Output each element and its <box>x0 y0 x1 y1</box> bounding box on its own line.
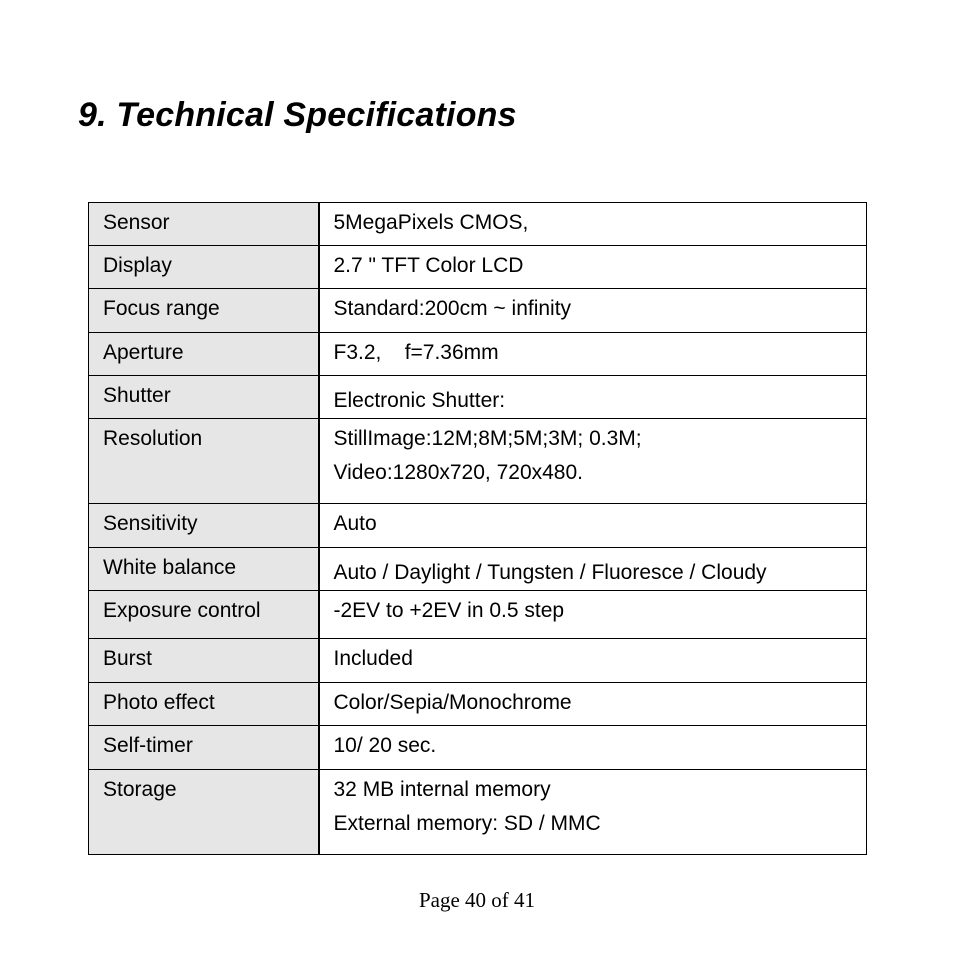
spec-value: Standard:200cm ~ infinity <box>333 297 572 320</box>
spec-value: StillImage:12M;8M;5M;3M; 0.3M; <box>333 427 642 450</box>
page-number: Page 40 of 41 <box>418 888 536 912</box>
table-row <box>89 203 867 246</box>
spec-value-cell <box>319 591 867 639</box>
spec-label-cell <box>89 591 319 639</box>
spec-value: Electronic Shutter: <box>333 389 506 412</box>
table-row <box>89 548 867 591</box>
table-row <box>89 683 867 726</box>
spec-label-cell <box>89 770 319 855</box>
table-row <box>89 419 867 504</box>
spec-label: Shutter <box>103 384 171 407</box>
spec-value-cell <box>319 683 867 726</box>
spec-label-cell <box>89 419 319 504</box>
spec-value: 2.7 " TFT Color LCD <box>333 254 524 277</box>
spec-label: Sensitivity <box>103 512 198 535</box>
table-row <box>89 591 867 639</box>
spec-label-cell <box>89 203 319 246</box>
spec-value: External memory: SD / MMC <box>333 812 601 835</box>
spec-value-cell <box>319 289 867 333</box>
spec-label: Aperture <box>103 341 184 364</box>
spec-label-cell <box>89 376 319 419</box>
spec-label: Sensor <box>103 211 170 234</box>
table-row <box>89 726 867 770</box>
spec-value: F3.2, f=7.36mm <box>333 341 499 364</box>
table-row <box>89 376 867 419</box>
spec-value-cell <box>319 639 867 683</box>
spec-label: Focus range <box>103 297 220 320</box>
spec-value: Auto / Daylight / Tungsten / Fluoresce / Cloudy <box>333 561 767 584</box>
spec-label-cell <box>89 548 319 591</box>
spec-label-cell <box>89 246 319 289</box>
specifications-table <box>88 202 867 855</box>
spec-value-cell <box>319 770 867 855</box>
spec-value: Included <box>333 647 413 670</box>
spec-label-cell <box>89 504 319 548</box>
spec-value: Auto <box>333 512 377 535</box>
spec-value-cell <box>319 419 867 504</box>
table-row <box>89 289 867 333</box>
spec-label-cell <box>89 683 319 726</box>
table-row <box>89 504 867 548</box>
spec-value-cell <box>319 376 867 419</box>
spec-label-cell <box>89 726 319 770</box>
spec-label: Storage <box>103 778 177 801</box>
spec-value-cell <box>319 333 867 376</box>
spec-value: 5MegaPixels CMOS, <box>333 211 529 234</box>
spec-value-cell <box>319 726 867 770</box>
spec-value-cell <box>319 246 867 289</box>
spec-label: White balance <box>103 556 237 579</box>
table-row <box>89 639 867 683</box>
spec-label-cell <box>89 639 319 683</box>
table-row <box>89 333 867 376</box>
spec-value: 10/ 20 sec. <box>333 734 437 757</box>
spec-label: Resolution <box>103 427 203 450</box>
spec-label: Self-timer <box>103 734 193 757</box>
spec-value-cell <box>319 504 867 548</box>
spec-value: Video:1280x720, 720x480. <box>333 461 583 484</box>
spec-value-cell <box>319 548 867 591</box>
spec-value: 32 MB internal memory <box>333 778 551 801</box>
spec-value-cell <box>319 203 867 246</box>
spec-value: Color/Sepia/Monochrome <box>333 691 572 714</box>
page-title: 9. Technical Specifications <box>78 96 517 134</box>
spec-label: Photo effect <box>103 691 215 714</box>
spec-label: Display <box>103 254 172 277</box>
spec-label: Burst <box>103 647 153 670</box>
table-row <box>89 770 867 855</box>
table-row <box>89 246 867 289</box>
spec-value: -2EV to +2EV in 0.5 step <box>333 599 565 622</box>
spec-label-cell <box>89 289 319 333</box>
spec-label-cell <box>89 333 319 376</box>
spec-label: Exposure control <box>103 599 261 622</box>
